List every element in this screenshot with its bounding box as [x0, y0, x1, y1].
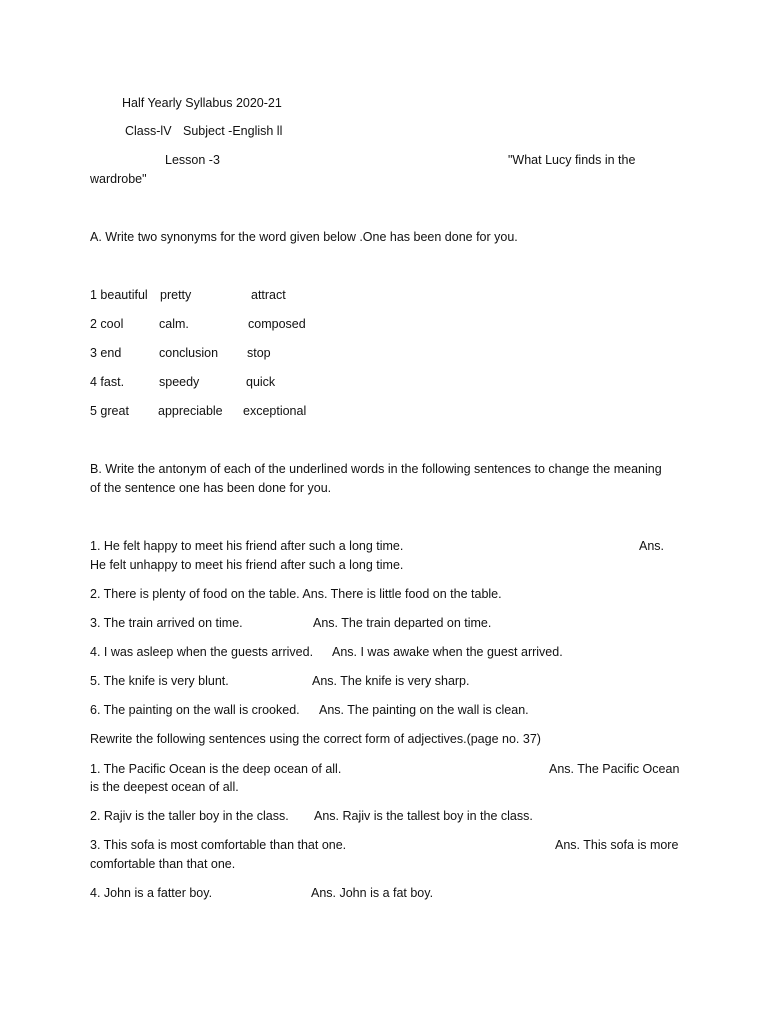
antonym-answer: Ans. The painting on the wall is clean.: [319, 703, 529, 717]
synonym-one: speedy: [159, 375, 200, 389]
adjective-question: 4. John is a fatter boy.: [90, 886, 213, 900]
antonym-answer: Ans. The train departed on time.: [313, 616, 492, 630]
lesson-label: Lesson -3: [165, 153, 220, 167]
antonym-question: 4. I was asleep when the guests arrived.: [90, 645, 314, 659]
adjective-answer-continued: is the deepest ocean of all.: [90, 780, 239, 794]
section-c-instruction: Rewrite the following sentences using the correct form of adjectives.(page no. 37): [90, 732, 541, 746]
antonym-question: 1. He felt happy to meet his friend after such a long time.: [90, 539, 404, 553]
synonym-two: attract: [251, 288, 286, 302]
page-title: Half Yearly Syllabus 2020-21: [122, 96, 282, 110]
section-a-instruction: A. Write two synonyms for the word given below .One has been done for you.: [90, 230, 518, 244]
antonym-answer-label: Ans.: [639, 539, 665, 553]
synonym-one: calm.: [159, 317, 189, 331]
synonym-word: 3 end: [90, 346, 122, 360]
adjective-answer-continued: comfortable than that one.: [90, 857, 236, 871]
antonym-question: 3. The train arrived on time.: [90, 616, 243, 630]
adjective-answer: Ans. Rajiv is the tallest boy in the class.: [314, 809, 533, 823]
antonym-question: 2. There is plenty of food on the table. Ans. There is little food on the table.: [90, 587, 502, 601]
synonym-word: 4 fast.: [90, 375, 125, 389]
lesson-title: "What Lucy finds in the: [508, 153, 636, 167]
antonym-answer: Ans. I was awake when the guest arrived.: [332, 645, 563, 659]
adjective-answer: Ans. The Pacific Ocean: [549, 762, 680, 776]
adjective-answer: Ans. This sofa is more: [555, 838, 679, 852]
lesson-title-continued: wardrobe": [90, 172, 147, 186]
class-label: Class-lV: [125, 124, 172, 138]
antonym-question: 6. The painting on the wall is crooked.: [90, 703, 300, 717]
synonym-word: 5 great: [90, 404, 129, 418]
synonym-word: 2 cool: [90, 317, 124, 331]
synonym-word: 1 beautiful: [90, 288, 148, 302]
synonym-two: exceptional: [243, 404, 307, 418]
antonym-question: 5. The knife is very blunt.: [90, 674, 229, 688]
section-b-instruction-continued: of the sentence one has been done for you.: [90, 481, 332, 495]
section-b-instruction: B. Write the antonym of each of the underlined words in the following sentences to change the meaning: [90, 462, 662, 476]
adjective-question: 2. Rajiv is the taller boy in the class.: [90, 809, 289, 823]
synonym-two: quick: [246, 375, 276, 389]
adjective-answer: Ans. John is a fat boy.: [311, 886, 434, 900]
subject-label: Subject -English ll: [183, 124, 283, 138]
synonym-one: appreciable: [158, 404, 223, 418]
adjective-question: 1. The Pacific Ocean is the deep ocean of all.: [90, 762, 342, 776]
antonym-answer: He felt unhappy to meet his friend after such a long time.: [90, 558, 404, 572]
antonym-answer: Ans. The knife is very sharp.: [312, 674, 470, 688]
synonym-one: conclusion: [159, 346, 219, 360]
synonym-two: stop: [247, 346, 271, 360]
synonym-two: composed: [248, 317, 306, 331]
synonym-one: pretty: [160, 288, 192, 302]
adjective-question: 3. This sofa is most comfortable than that one.: [90, 838, 347, 852]
